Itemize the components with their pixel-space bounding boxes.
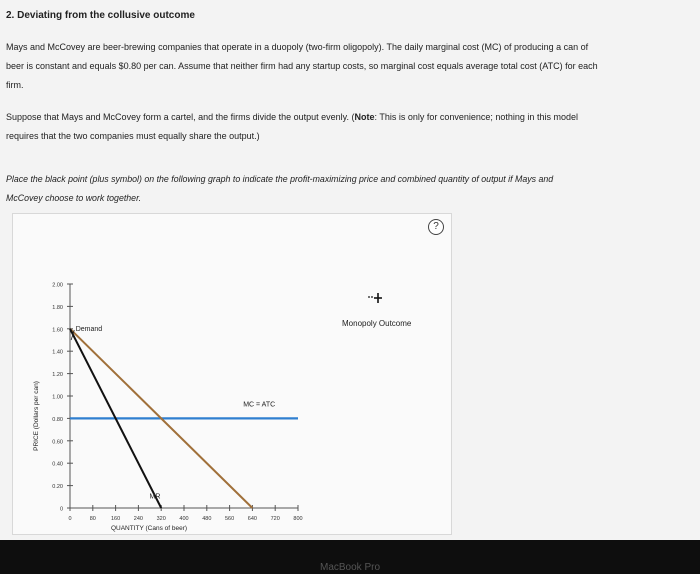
paragraph-1-line-2: beer is constant and equals $0.80 per can. Assume that neither firm had any startup costs, so marginal cost equals average total cost (ATC) for each [6, 61, 598, 71]
x-tick-label: 800 [293, 516, 303, 522]
paragraph-1-line-1: Mays and McCovey are beer-brewing companies that operate in a duopoly (two-firm oligopoly). The daily marginal cost (MC) of producing a can of [6, 42, 589, 52]
monopoly-outcome-label: Monopoly Outcome [342, 319, 412, 328]
x-tick-label: 240 [133, 516, 143, 522]
instruction-line-1: Place the black point (plus symbol) on the following graph to indicate the profit-maximizing price and combined quantity of output if Mays and [6, 174, 554, 184]
paragraph-1-line-3: firm. [6, 80, 24, 90]
x-axis-title: QUANTITY (Cans of beer) [110, 525, 188, 532]
plus-symbol-dot-1 [368, 296, 370, 298]
y-axis-title: PRICE (Dollars per can) [33, 381, 40, 451]
y-tick-label: 1.80 [52, 304, 63, 311]
monopoly-outcome-tool[interactable] [368, 293, 382, 303]
help-icon[interactable]: ? [428, 219, 444, 235]
x-tick-label: 720 [270, 516, 280, 522]
y-tick-label: 1.20 [52, 372, 63, 379]
mr-label: MR [149, 493, 161, 501]
instruction-line-2: McCovey choose to work together. [6, 193, 142, 203]
y-tick-label: 1.40 [52, 349, 63, 356]
demand-label: Demand [75, 326, 103, 334]
paragraph-2-text-b: : This is only for convenience; nothing in this model [374, 112, 578, 122]
x-tick-label: 400 [179, 516, 189, 522]
y-tick-label: 0.80 [52, 416, 63, 423]
y-tick-label: 1.60 [52, 327, 63, 334]
y-tick-label: 0.40 [52, 461, 63, 468]
x-tick-label: 160 [111, 516, 121, 522]
paragraph-2-text-a: Suppose that Mays and McCovey form a cartel, and the firms divide the output evenly. ( [6, 112, 355, 122]
y-tick-label: 1.00 [52, 394, 63, 401]
y-tick-label: 0.20 [52, 484, 63, 491]
x-tick-label: 640 [247, 516, 257, 522]
x-tick-label: 480 [202, 516, 212, 522]
paragraph-2-line-2: requires that the two companies must equally share the output.) [6, 131, 260, 141]
y-tick-label: 0.60 [52, 439, 63, 446]
x-tick-label: 560 [225, 516, 235, 522]
device-brand-text: MacBook Pro [319, 562, 381, 573]
question-title: 2. Deviating from the collusive outcome [6, 10, 195, 21]
mc-atc-label: MC = ATC [243, 401, 276, 409]
y-tick-label: 2.00 [52, 282, 63, 289]
x-tick-label: 80 [89, 516, 96, 522]
note-label: Note [354, 112, 375, 122]
y-tick-label: 0 [59, 506, 63, 513]
x-tick-label: 0 [68, 516, 72, 522]
x-tick-label: 320 [156, 516, 166, 522]
plus-symbol-dot-2 [371, 296, 373, 298]
